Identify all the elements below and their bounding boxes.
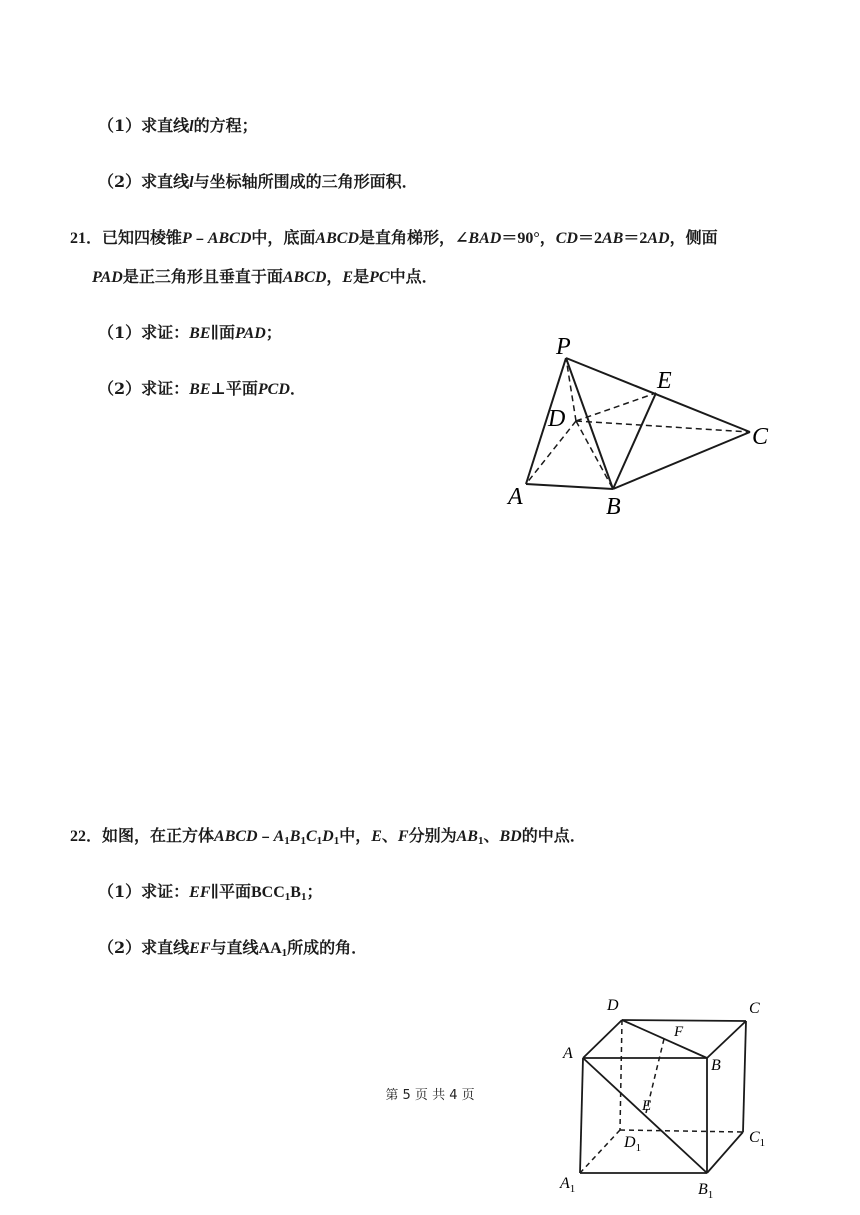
label-F: F [674,1024,684,1040]
label-E: E [657,368,672,394]
edge-DC [622,1020,746,1021]
part-label: （1） [98,323,142,342]
part-label: （1） [98,116,142,135]
label-C: C [749,1000,760,1017]
label-E: E [642,1098,652,1114]
page-footer: 第 5 页 共 4 页 [385,1088,475,1103]
label-D: D [607,997,619,1014]
q20-part1: （1）求直线l的方程； [98,116,258,135]
label-C: C [752,424,769,450]
edge-DP [566,358,576,421]
label-A: A [563,1045,573,1062]
label-B: B [711,1057,721,1074]
q22-part1: （1）求证：EF∥平面$BCC_1B_1$； [98,882,323,903]
edge-D1A1 [580,1130,620,1173]
edge-DD1 [620,1020,622,1130]
diagonal-DB [622,1020,707,1058]
label-A1: $A_1$ [560,1175,576,1195]
label-A: A [508,484,523,510]
line-variable: l [189,118,194,135]
edge-BC [613,432,750,489]
label-B: B [606,494,621,520]
edge-CB [707,1021,746,1058]
diagonal-AB1 [583,1058,707,1173]
q21-stem-line1: 21．已知四棱锥P﹣ABCD中，底面ABCD是直角梯形，∠BAD＝90°，CD＝2AB＝2AD，侧面 [70,228,718,247]
edge-C1B1 [707,1132,743,1173]
edge-A1A [580,1058,583,1173]
edge-AB [526,484,613,489]
label-P: P [556,334,571,360]
part-label: （2） [98,938,142,957]
part-label: （2） [98,172,142,191]
edge-DC [576,421,750,432]
question-number: 22． [70,828,103,845]
line-variable: l [189,174,194,191]
diagonal-DB [576,421,613,489]
part-label: （1） [98,882,142,901]
q22-stem: 22．如图，在正方体$ABCD﹣A_1B_1C_1D_1$中，E、F分别为$AB_1$、BD的中点． [70,826,586,847]
segment-DE [576,393,656,421]
edge-CC1 [743,1021,746,1132]
question-number: 21． [70,230,103,247]
q22-part2: （2）求直线EF与直线$AA_1$所成的角． [98,938,368,959]
label-C1: $C_1$ [749,1129,766,1149]
q21-part1: （1）求证：BE∥面PAD； [98,323,282,342]
label-B1: $B_1$ [698,1181,714,1201]
page-number: 5 [402,1088,411,1103]
page-total: 4 [449,1088,458,1103]
part-label: （2） [98,379,142,398]
edge-D1C1 [620,1130,743,1132]
label-D: D [548,406,566,432]
label-D1: $D_1$ [624,1134,642,1154]
q21-stem-line2: PAD是正三角形且垂直于面ABCD，E是PC中点． [92,267,438,286]
q21-part2: （2）求证：BE⊥平面PCD． [98,379,306,398]
edge-AD [583,1020,622,1058]
q20-part2: （2）求直线l与坐标轴所围成的三角形面积． [98,172,418,191]
pyramid-figure [500,330,790,530]
